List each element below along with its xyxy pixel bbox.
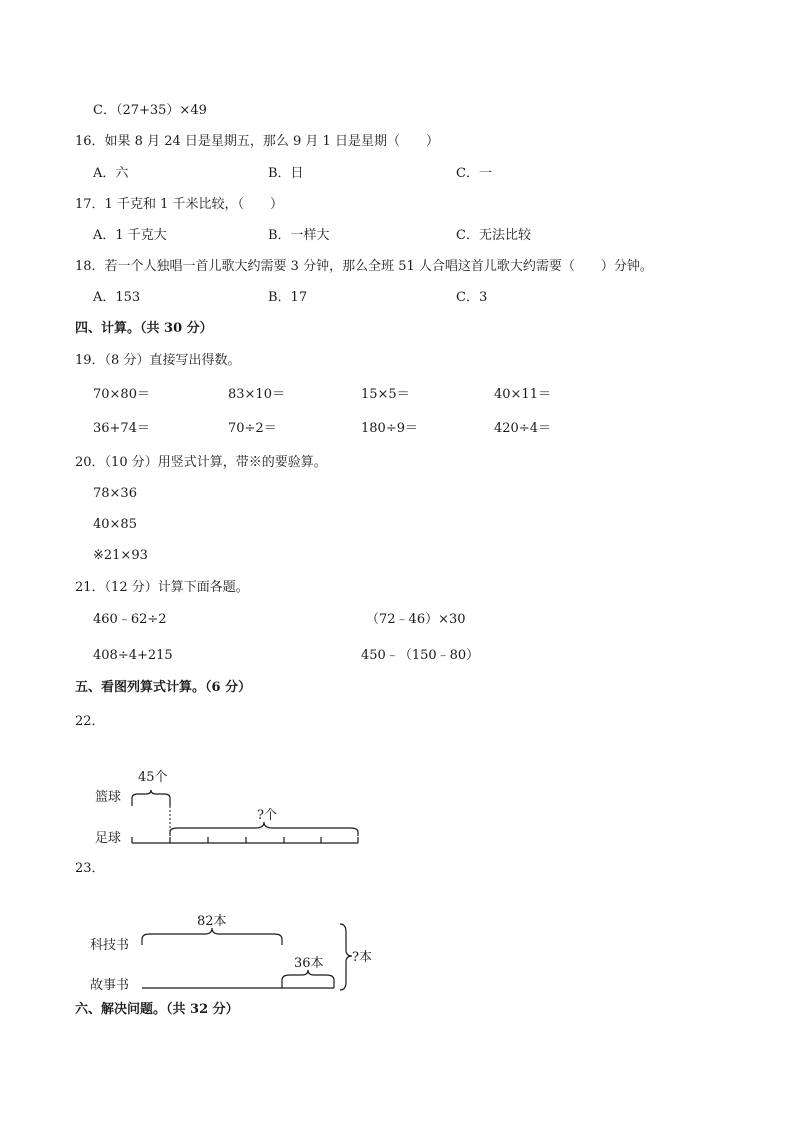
q16-option-a: A．六 xyxy=(93,166,129,181)
q16-option-b: B．日 xyxy=(268,166,304,181)
q20-item-3: ※21×93 xyxy=(93,548,148,563)
q19-stem: 19．（8 分）直接写出得数。 xyxy=(75,353,241,368)
q19-r1c3: 15×5＝ xyxy=(361,387,410,402)
q23-science-brace xyxy=(142,928,282,945)
q22-label-basketball: 篮球 xyxy=(95,790,122,805)
q19-r2c2: 70÷2＝ xyxy=(228,421,277,436)
q22-amount-basketball: 45个 xyxy=(138,770,168,785)
q23-amount-extra: 36本 xyxy=(294,956,324,971)
q22-label-football: 足球 xyxy=(95,831,122,846)
q19-r2c3: 180÷9＝ xyxy=(361,421,418,436)
q18-stem: 18．若一个人独唱一首儿歌大约需要 3 分钟，那么全班 51 人合唱这首儿歌大约需要（ ）分钟。 xyxy=(75,259,653,274)
q18-option-a: A．153 xyxy=(93,290,141,305)
q21-item-4: 450﹣（150﹣80） xyxy=(361,648,480,663)
q18-option-c: C．3 xyxy=(456,290,488,305)
q17-option-c: C．无法比较 xyxy=(456,228,531,243)
q23-extra-brace xyxy=(282,970,334,988)
q19-r2c1: 36+74＝ xyxy=(93,421,150,436)
q21-item-1: 460﹣62÷2 xyxy=(93,612,167,627)
q21-stem: 21．（12 分）计算下面各题。 xyxy=(75,580,249,595)
q23-amount-total: ?本 xyxy=(352,950,372,965)
q16-stem: 16．如果 8 月 24 日是星期五，那么 9 月 1 日是星期（ ） xyxy=(75,134,439,149)
q20-item-1: 78×36 xyxy=(93,486,137,501)
q22-amount-unknown: ?个 xyxy=(257,808,277,823)
q15-option-c: C．（27+35）×49 xyxy=(93,103,207,118)
q19-r2c4: 420÷4＝ xyxy=(494,421,551,436)
q22-number: 22． xyxy=(75,714,105,729)
q20-stem: 20．（10 分）用竖式计算，带※的要验算。 xyxy=(75,455,327,470)
q23-total-brace xyxy=(340,924,352,990)
q19-r1c2: 83×10＝ xyxy=(228,387,285,402)
q18-option-b: B．17 xyxy=(268,290,308,305)
q17-stem: 17．1 千克和 1 千米比较，（ ） xyxy=(75,197,283,212)
q19-r1c1: 70×80＝ xyxy=(93,387,150,402)
q16-option-c: C．一 xyxy=(456,166,492,181)
q23-label-story: 故事书 xyxy=(90,978,130,993)
q21-item-3: 408÷4+215 xyxy=(93,648,173,663)
q23-amount-science: 82本 xyxy=(197,914,227,929)
q23-label-science: 科技书 xyxy=(90,938,130,953)
section5-title: 五、看图列算式计算。（6 分） xyxy=(75,680,252,695)
q19-r1c4: 40×11＝ xyxy=(494,387,551,402)
q20-item-2: 40×85 xyxy=(93,517,137,532)
section4-title: 四、计算。（共 30 分） xyxy=(75,321,213,336)
q23-number: 23． xyxy=(75,861,105,876)
q21-item-2: （72﹣46）×30 xyxy=(366,612,466,627)
q17-option-a: A．1 千克大 xyxy=(93,228,167,243)
section6-title: 六、解决问题。（共 32 分） xyxy=(75,1002,239,1017)
q17-option-b: B．一样大 xyxy=(268,228,330,243)
